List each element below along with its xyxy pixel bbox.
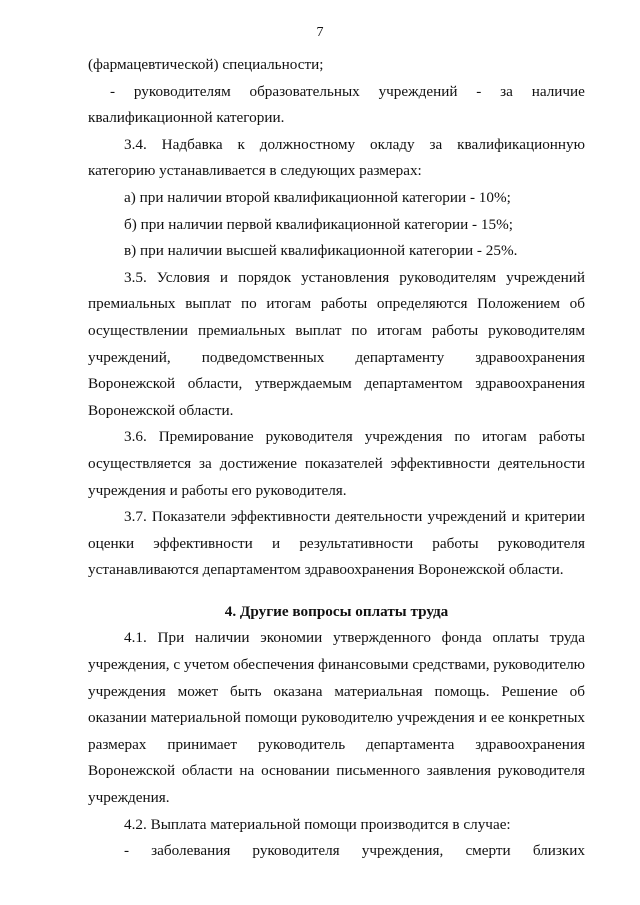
word: учреждения, bbox=[361, 842, 444, 860]
paragraph-item-a: а) при наличии второй квалификационной категории - 10%; bbox=[124, 188, 511, 206]
word: смерти bbox=[465, 842, 511, 860]
paragraph-item-c: в) при наличии высшей квалификационной категории - 25%. bbox=[124, 242, 518, 260]
word: учреждений bbox=[378, 82, 458, 100]
word: руководителям bbox=[133, 82, 231, 100]
text-line: (фармацевтической) специальности; bbox=[88, 56, 324, 73]
word: - bbox=[110, 82, 116, 100]
section-title: 4. Другие вопросы оплаты труда bbox=[224, 602, 449, 620]
paragraph-4-2: 4.2. Выплата материальной помощи производится в случае: bbox=[124, 815, 511, 833]
document-body bbox=[88, 52, 585, 865]
paragraph-3-6: 3.6. Премирование руководителя учреждения по итогам работы осуществляется за достижение показателей эффективности деятельности учреждения и работы его руководителя. bbox=[88, 428, 585, 499]
word: - bbox=[124, 842, 130, 860]
word: образовательных bbox=[249, 82, 360, 100]
word: за bbox=[500, 82, 513, 100]
paragraph-3-5: 3.5. Условия и порядок установления руководителям учреждений премиальных выплат по итогам работы определяются Положением об осуществлении премиальных выплат по итогам работы руководителям учреждений, подведомственных департаменту здравоохранения Воронежской области, утверждаемым департаментом здравоохранения Воронежской области. bbox=[88, 268, 585, 419]
list-item-line bbox=[88, 838, 585, 865]
word: заболевания bbox=[151, 842, 231, 860]
page-number: 7 bbox=[316, 25, 324, 40]
paragraph-item-b: б) при наличии первой квалификационной категории - 15%; bbox=[124, 215, 513, 233]
paragraph-3-7: 3.7. Показатели эффективности деятельности учреждений и критерии оценки эффективности и результативности работы руководителя устанавливаются департаментом здравоохранения Воронежской области. bbox=[88, 508, 585, 579]
paragraph-3-4: 3.4. Надбавка к должностному окладу за квалификационную категорию устанавливается в следующих размерах: bbox=[88, 135, 585, 180]
list-item-line bbox=[88, 79, 585, 106]
word: наличие bbox=[531, 82, 585, 100]
word: руководителя bbox=[252, 842, 340, 860]
paragraph-4-1: 4.1. При наличии экономии утвержденного фонда оплаты труда учреждения, с учетом обеспечения финансовыми средствами, руководителю учреждения может быть оказана материальная помощь. Решение об оказании материальной помощи руководителю учреждения и ее конкретных размерах принимает руководитель департамента здравоохранения Воронежской области на основании письменного заявления руководителя учреждения. bbox=[88, 629, 585, 807]
word: - bbox=[476, 82, 482, 100]
word: близких bbox=[532, 842, 585, 860]
text-line: квалификационной категории. bbox=[88, 109, 285, 127]
